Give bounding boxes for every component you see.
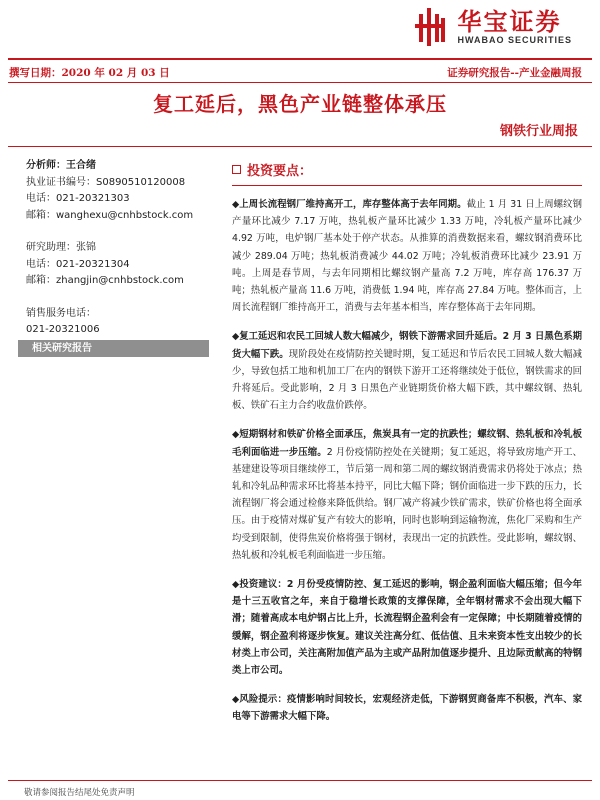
footer-disclaimer: 敬请参阅报告结尾处免责声明 (24, 788, 135, 798)
header-rule (8, 82, 592, 83)
investment-highlights (232, 160, 582, 738)
related-reports-header: 相关研究报告 (18, 340, 209, 357)
paragraph-3 (232, 426, 582, 564)
section-heading (232, 160, 582, 179)
analyst-info (26, 158, 206, 339)
logo-chinese: 华宝证券 (457, 8, 562, 36)
paragraph-3-lead: ◆短期钢材和铁矿价格全面承压，焦炭具有一定的抗跌性；螺纹钢、热轧板和冷轧板毛利面临进一步压缩。 (232, 429, 582, 458)
analyst-email: 邮箱：wanghexu@cnhbstock.com (26, 209, 194, 221)
analyst-name: 分析师：王合绪 (26, 160, 96, 171)
paragraph-1-lead: ◆上周长流程钢厂维持高开工，库存整体高于去年同期。 (232, 199, 467, 210)
paragraph-5 (232, 691, 582, 725)
paragraph-5-lead: ◆风险提示：疫情影响时间较长，宏观经济走低，下游钢贸商备库不积极，汽车、家电等下游需求大幅下降。 (232, 694, 582, 723)
section-heading-label: 投资要点： (247, 164, 313, 179)
report-date: 撰写日期：2020 年 02 月 03 日 (9, 67, 170, 79)
paragraph-1-body: 截止 1 月 31 日上周螺纹钢产量环比减少 7.17 万吨，热轧板产量环比减少 1.33 万吨，冷轧板产量环比减少 4.92 万吨，电炉钢厂基本处于停产状态。从推算的消费数据来看，螺纹钢消费环比减少 289.04 万吨；热轧板消费减少 44.02 万吨；冷轧板消费环比减少 23.91 万吨。上周是春节周，与去年同期相比螺纹钢产量高 7.2 万吨，库存高 176.37 万吨；热轧板产量高 11.6 万吨，消费低 1.94 吨，库存高 27.84 万吨。整体而言，上周长流程钢厂维持高开工，消费与去年基本相当，库存整体高于去年同期。 (232, 199, 582, 314)
company-logo (415, 8, 572, 46)
sales-phone: 021-20321006 (26, 324, 100, 335)
paragraph-4 (232, 576, 582, 679)
analyst-cert: 执业证书编号：S0890510120008 (26, 176, 186, 188)
section-rule (232, 185, 582, 186)
square-bullet-icon (232, 165, 241, 174)
paragraph-3-body: 2 月份疫情防控处在关键期；复工延迟，将导致房地产开工、基建建设等项目继续停工，节后第一周和第二周的螺纹钢消费需求仍将处于冰点；热轧和冷轧品种需求环比将基本持平，同比大幅下降；钢价面临进一步下跌的压力，长流程钢厂将会通过检修来降低供给。钢厂减产将减少铁矿需求，铁矿价格也将全面承压。由于疫情对煤矿复产有较大的影响，同时也影响到运输物流，焦化厂采购和生产均受到限制，使得焦炭价格将强于钢材，表现出一定的抗跌性。受此影响，螺纹钢、热轧板和冷轧板毛利面临进一步压缩。 (232, 446, 582, 561)
report-series: 证券研究报告--产业金融周报 (447, 67, 582, 79)
paragraph-2-body: 现阶段处在疫情防控关键时期，复工延迟和节后农民工回城人数大幅减少，导致包括工地和机加工厂在内的钢铁下游开工还将继续处于低位，钢铁需求的回升将延后。受此影响，2 月 3 日黑色产业链期货价格大幅下跌，其中螺纹钢、热轧板、铁矿石主力合约收盘价跌停。 (232, 348, 582, 412)
assistant-phone: 电话：021-20321304 (26, 258, 130, 270)
top-rule (8, 58, 592, 60)
assistant-name: 研究助理：张锦 (26, 242, 96, 253)
footer-rule (8, 780, 592, 781)
page-title: 复工延后，黑色产业链整体承压 (153, 92, 447, 116)
logo-english: HWABAO SECURITIES (457, 35, 572, 45)
paragraph-2-lead: ◆复工延迟和农民工回城人数大幅减少，钢铁下游需求回升延后。2 月 3 日黑色系期货大幅下跌。 (232, 331, 582, 360)
assistant-email: 邮箱：zhangjin@cnhbstock.com (26, 275, 184, 286)
paragraph-4-lead: ◆投资建议：2 月份受疫情防控、复工延迟的影响，钢企盈利面临大幅压缩；但今年是十三五收官之年，来自于稳增长政策的支撑保障，全年钢材需求不会出现大幅下滑；随着高成本电炉钢占比上升，长流程钢企盈利会有一定保障；中长期随着疫情的缓解，钢企盈利将逐步恢复。建议关注高分红、低估值、且未来资本性支出较少的长材类上市公司，关注高附加值产品为主或产品附加值逐步提升、且边际贡献高的特钢类上市公司。 (232, 579, 582, 677)
paragraph-1 (232, 196, 582, 316)
sales-label: 销售服务电话： (26, 307, 96, 319)
title-rule (8, 146, 592, 147)
logo-mark-icon (415, 8, 451, 46)
paragraph-2 (232, 328, 582, 414)
analyst-phone: 电话：021-20321303 (26, 193, 130, 204)
page-subtitle: 钢铁行业周报 (499, 124, 578, 139)
